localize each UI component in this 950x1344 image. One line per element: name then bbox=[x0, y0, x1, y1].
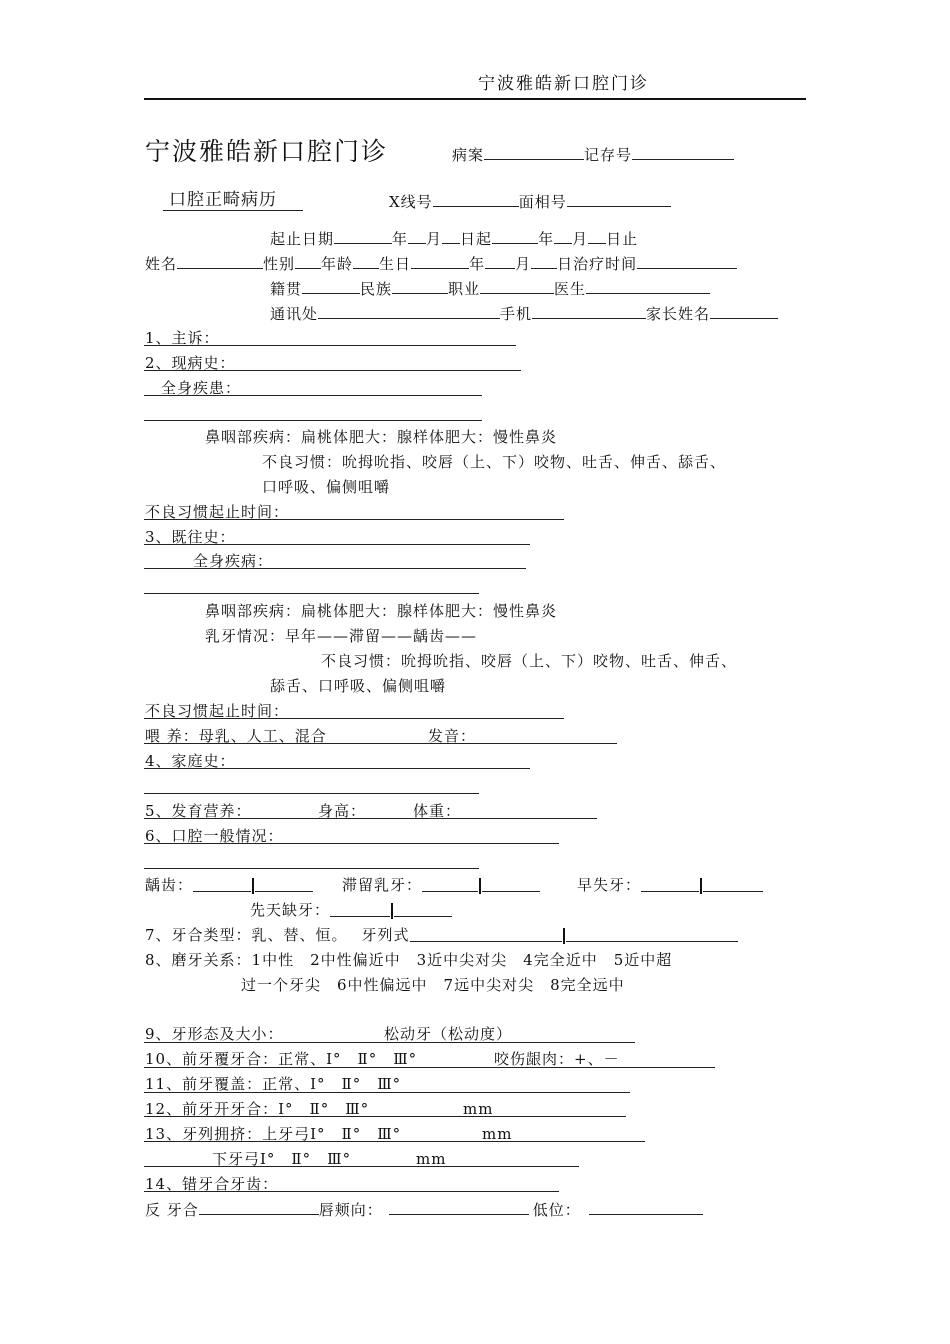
nasal-disease-2: 鼻咽部疾病：扁桃体肥大：腺样体肥大：慢性鼻炎 bbox=[205, 602, 558, 620]
past-history-line[interactable] bbox=[144, 544, 530, 545]
end-month-blank[interactable] bbox=[554, 228, 572, 244]
malocclusion-label: 14、错牙合牙齿： bbox=[145, 1175, 279, 1193]
retained-right-line[interactable] bbox=[482, 881, 540, 892]
openbite-line[interactable] bbox=[144, 1116, 626, 1117]
dentition-label: 牙列式 bbox=[361, 926, 410, 944]
xray-field[interactable] bbox=[389, 191, 671, 212]
malocclusion-line[interactable] bbox=[144, 1191, 559, 1192]
chief-complaint-label: 1、主诉： bbox=[145, 329, 220, 347]
bad-habits-1a: 不良习惯：吮拇吮指、咬唇（上、下）咬物、吐舌、伸舌、舔舌、 bbox=[262, 453, 727, 471]
habit-time-2-label: 不良习惯起止时间： bbox=[145, 702, 290, 720]
bad-habits-2b: 舔舌、口呼吸、偏侧咀嚼 bbox=[270, 677, 447, 695]
case-no-label: 病案 bbox=[452, 146, 485, 164]
origin-row[interactable] bbox=[270, 278, 710, 299]
caries-divider bbox=[252, 878, 254, 894]
crowding-lower-label: 下牙弓Ⅰ° Ⅱ° Ⅲ° bbox=[212, 1150, 352, 1168]
occlusion-type-label: 7、牙合类型：乳、替、恒。 bbox=[145, 926, 348, 944]
dentition-left-line[interactable] bbox=[410, 931, 562, 942]
habit-time-2-line[interactable] bbox=[144, 718, 564, 719]
congenital-right-line[interactable] bbox=[394, 906, 452, 917]
retained-left-line[interactable] bbox=[422, 881, 478, 892]
year-label: 年 bbox=[469, 255, 486, 273]
labial-blank[interactable] bbox=[389, 1199, 529, 1215]
crowding-upper-line[interactable] bbox=[144, 1141, 645, 1142]
mobile-blank[interactable] bbox=[532, 303, 646, 319]
form-name-underline bbox=[163, 210, 303, 211]
address-row[interactable] bbox=[270, 303, 778, 324]
whole-body-1-label: 全身疾患： bbox=[161, 379, 242, 397]
feeding-label: 喂 养：母乳、人工、混合 bbox=[145, 727, 327, 745]
retained-divider bbox=[479, 878, 481, 894]
retained-field[interactable] bbox=[342, 875, 540, 895]
day-to-label: 日止 bbox=[606, 230, 639, 248]
feeding-line[interactable] bbox=[144, 743, 617, 744]
gender-blank[interactable] bbox=[295, 253, 321, 269]
openbite-mm: mm bbox=[463, 1100, 494, 1118]
birth-month-blank[interactable] bbox=[485, 253, 515, 269]
caries-label: 龋齿： bbox=[145, 876, 194, 894]
crowding-lower-line[interactable] bbox=[144, 1166, 579, 1167]
baby-teeth-status: 乳牙情况：早年——滞留——龋齿—— bbox=[205, 627, 478, 645]
oral-general-line-2[interactable] bbox=[144, 868, 479, 869]
family-history-line[interactable] bbox=[144, 768, 530, 769]
early-loss-field[interactable] bbox=[577, 875, 763, 895]
crowding-upper-mm: mm bbox=[482, 1125, 513, 1143]
doctor-label: 医生 bbox=[554, 280, 587, 298]
openbite-label: 12、前牙开牙合：Ⅰ° Ⅱ° Ⅲ° bbox=[145, 1100, 370, 1118]
parent-name-label: 家长姓名 bbox=[646, 305, 711, 323]
page-title: 宁波雅皓新口腔门诊 bbox=[145, 137, 389, 166]
case-no-field[interactable] bbox=[452, 144, 734, 165]
birth-day-blank[interactable] bbox=[531, 253, 557, 269]
header-rule bbox=[144, 98, 806, 100]
caries-left-line[interactable] bbox=[193, 881, 251, 892]
overbite-label: 10、前牙覆牙合：正常、Ⅰ° Ⅱ° Ⅲ° bbox=[145, 1050, 418, 1068]
face-no-blank[interactable] bbox=[567, 191, 671, 207]
xray-label: X线号 bbox=[389, 193, 433, 211]
present-illness-label: 2、现病史： bbox=[145, 354, 236, 372]
congenital-field[interactable] bbox=[250, 900, 452, 920]
habit-time-1-label: 不良习惯起止时间： bbox=[145, 503, 290, 521]
labial-label: 唇颊向： bbox=[318, 1201, 383, 1219]
name-label: 姓名 bbox=[145, 255, 178, 273]
age-label: 年龄 bbox=[321, 255, 354, 273]
molar-relation-a: 8、磨牙关系：1中性 2中性偏近中 3近中尖对尖 4完全近中 5近中超 bbox=[145, 951, 673, 969]
congenital-divider bbox=[391, 903, 393, 919]
early-loss-right-line[interactable] bbox=[703, 881, 763, 892]
start-month-blank[interactable] bbox=[408, 228, 426, 244]
mobile-label: 手机 bbox=[500, 305, 533, 323]
family-history-line-2[interactable] bbox=[144, 793, 479, 794]
chief-complaint-line[interactable] bbox=[144, 345, 516, 346]
caries-field[interactable] bbox=[145, 875, 313, 895]
job-blank[interactable] bbox=[480, 278, 554, 294]
family-history-label: 4、家庭史： bbox=[145, 752, 236, 770]
early-loss-label: 早失牙： bbox=[577, 876, 642, 894]
age-blank[interactable] bbox=[353, 253, 379, 269]
date-range-row[interactable] bbox=[270, 228, 638, 249]
congenital-left-line[interactable] bbox=[330, 906, 390, 917]
whole-body-1-line[interactable] bbox=[144, 395, 482, 396]
tooth-shape-line[interactable] bbox=[144, 1042, 635, 1043]
overjet-label: 11、前牙覆盖：正常、Ⅰ° Ⅱ° Ⅲ° bbox=[145, 1075, 402, 1093]
low-position-label: 低位： bbox=[532, 1201, 581, 1219]
record-no-blank[interactable] bbox=[632, 144, 734, 160]
retained-label: 滞留乳牙： bbox=[342, 876, 423, 894]
start-year-blank[interactable] bbox=[334, 228, 392, 244]
day-from-label: 日起 bbox=[460, 230, 493, 248]
end-year-blank[interactable] bbox=[492, 228, 538, 244]
habit-time-1-line[interactable] bbox=[144, 519, 564, 520]
caries-right-line[interactable] bbox=[255, 881, 313, 892]
birth-year-blank[interactable] bbox=[411, 253, 469, 269]
low-position-blank[interactable] bbox=[589, 1199, 703, 1215]
dentition-divider bbox=[563, 928, 565, 944]
nasal-disease-1: 鼻咽部疾病：扁桃体肥大：腺样体肥大：慢性鼻炎 bbox=[205, 428, 558, 446]
job-label: 职业 bbox=[448, 280, 481, 298]
address-label: 通讯处 bbox=[270, 305, 319, 323]
present-illness-line[interactable] bbox=[144, 370, 521, 371]
crossbite-label: 反 牙合 bbox=[145, 1201, 199, 1219]
gender-label: 性别 bbox=[263, 255, 296, 273]
height-label: 身高： bbox=[318, 802, 367, 820]
record-no-label: 记存号 bbox=[584, 146, 633, 164]
treatment-time-label: 日治疗时间 bbox=[557, 255, 638, 273]
birth-label: 生日 bbox=[379, 255, 412, 273]
past-history-label: 3、既往史： bbox=[145, 528, 236, 546]
dentition-right-line[interactable] bbox=[566, 931, 738, 942]
crowding-lower-mm: mm bbox=[416, 1150, 447, 1168]
running-header: 宁波雅皓新口腔门诊 bbox=[478, 74, 649, 94]
parent-name-blank[interactable] bbox=[710, 303, 778, 319]
ethnicity-label: 民族 bbox=[360, 280, 393, 298]
whole-body-1-line-2[interactable] bbox=[144, 420, 482, 421]
name-blank[interactable] bbox=[177, 253, 263, 269]
early-loss-left-line[interactable] bbox=[641, 881, 699, 892]
year-label: 年 bbox=[538, 230, 555, 248]
loose-teeth-label: 松动牙（松动度） bbox=[384, 1025, 513, 1043]
crossbite-row[interactable] bbox=[145, 1199, 703, 1220]
date-range-label: 起止日期 bbox=[270, 230, 335, 248]
ethnicity-blank[interactable] bbox=[392, 278, 448, 294]
end-day-blank[interactable] bbox=[588, 228, 606, 244]
start-day-blank[interactable] bbox=[442, 228, 460, 244]
occlusion-type-field[interactable] bbox=[145, 925, 738, 945]
weight-label: 体重： bbox=[413, 802, 462, 820]
whole-body-2-line[interactable] bbox=[144, 568, 526, 569]
case-no-blank[interactable] bbox=[484, 144, 584, 160]
crowding-upper-label: 13、牙列拥挤：上牙弓Ⅰ° Ⅱ° Ⅲ° bbox=[145, 1125, 402, 1143]
pronunciation-label: 发音： bbox=[428, 727, 477, 745]
congenital-label: 先天缺牙： bbox=[250, 901, 331, 919]
molar-relation-b: 过一个牙尖 6中性偏远中 7远中尖对尖 8完全远中 bbox=[241, 976, 625, 994]
whole-body-2-label: 全身疾病： bbox=[193, 552, 274, 570]
face-no-label: 面相号 bbox=[518, 193, 567, 211]
month-label: 月 bbox=[515, 255, 532, 273]
oral-general-line[interactable] bbox=[144, 843, 559, 844]
bad-habits-2a: 不良习惯：吮拇吮指、咬唇（上、下）咬物、吐舌、伸舌、 bbox=[321, 652, 738, 670]
name-row[interactable] bbox=[145, 253, 737, 274]
month-label: 月 bbox=[572, 230, 589, 248]
overbite-line[interactable] bbox=[144, 1067, 715, 1068]
tooth-shape-label: 9、牙形态及大小： bbox=[145, 1025, 284, 1043]
year-label: 年 bbox=[392, 230, 409, 248]
bite-gum-label: 咬伤龈肉：+、－ bbox=[494, 1050, 620, 1068]
treatment-time-blank[interactable] bbox=[637, 253, 737, 269]
origin-label: 籍贯 bbox=[270, 280, 303, 298]
form-name: 口腔正畸病历 bbox=[169, 190, 277, 210]
early-loss-divider bbox=[700, 878, 702, 894]
month-label: 月 bbox=[426, 230, 443, 248]
development-line[interactable] bbox=[144, 818, 597, 819]
whole-body-2-line-2[interactable] bbox=[144, 593, 479, 594]
crossbite-blank[interactable] bbox=[199, 1199, 319, 1215]
overjet-line[interactable] bbox=[144, 1092, 630, 1093]
bad-habits-1b: 口呼吸、偏侧咀嚼 bbox=[262, 478, 391, 496]
origin-blank[interactable] bbox=[302, 278, 360, 294]
development-label: 5、发育营养： bbox=[145, 802, 252, 820]
xray-blank[interactable] bbox=[433, 191, 519, 207]
address-blank[interactable] bbox=[318, 303, 500, 319]
doctor-blank[interactable] bbox=[586, 278, 710, 294]
oral-general-label: 6、口腔一般情况： bbox=[145, 827, 284, 845]
